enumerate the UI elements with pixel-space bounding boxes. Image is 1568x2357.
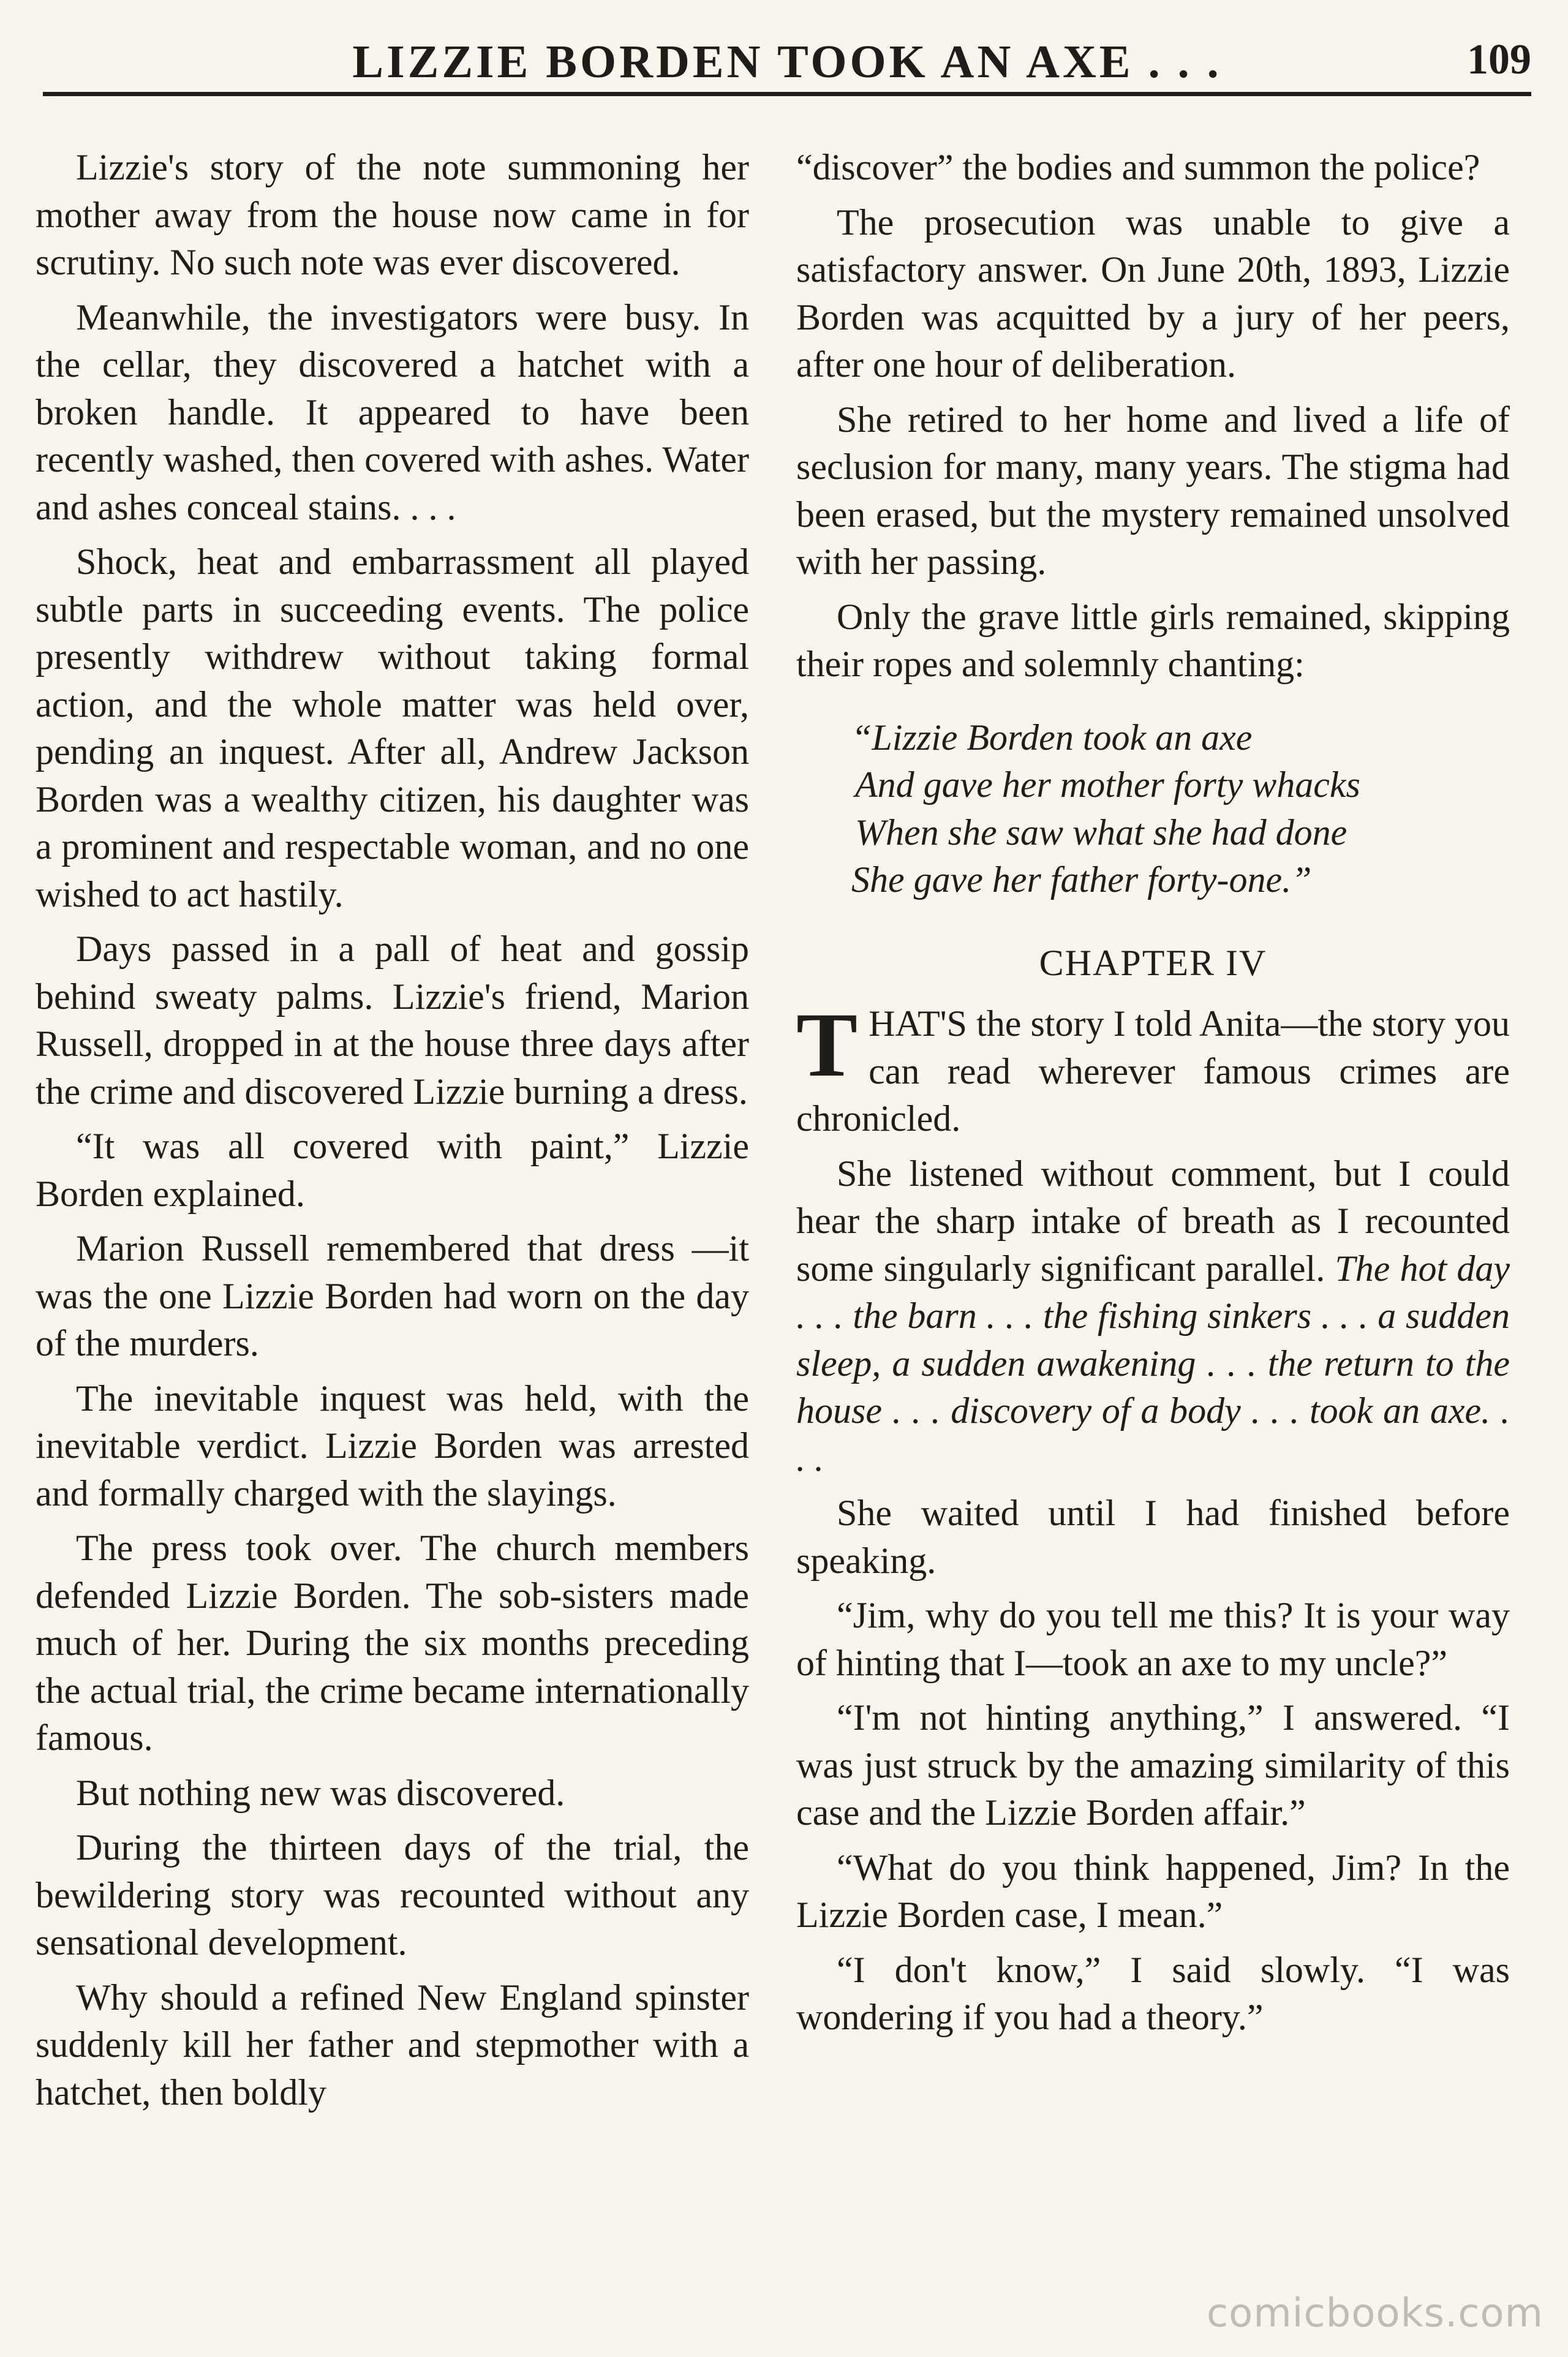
- paragraph: Only the grave little girls remained, skipping their ropes and solemnly chanting:: [796, 596, 1510, 684]
- paragraph: But nothing new was discovered.: [76, 1772, 565, 1813]
- verse-line: “Lizzie Borden took an axe: [851, 717, 1253, 758]
- chapter-heading: CHAPTER IV: [1039, 942, 1267, 983]
- paragraph: The press took over. The church members defended Lizzie Borden. The sob-sisters made much of her. During the six months preceding the actual trial, the crime became internationally famous.: [36, 1528, 749, 1758]
- paragraph: Days passed in a pall of heat and gossip behind sweaty palms. Lizzie's friend, Marion Russell, dropped in at the house three days after the crime and discovered Lizzie burning a dress.: [36, 929, 749, 1112]
- site-watermark: comicbooks.com: [1206, 2291, 1544, 2336]
- verse-line: When she saw what she had done: [855, 812, 1348, 853]
- paragraph: She retired to her home and lived a life of seclusion for many, many years. The stigma had been erased, but the mystery remained unsolved with her passing.: [796, 399, 1510, 582]
- verse-line: She gave her father forty-one.”: [851, 859, 1312, 900]
- paragraph: During the thirteen days of the trial, the bewildering story was recounted without any sensational development.: [36, 1827, 749, 1963]
- header-rule: [43, 92, 1531, 96]
- paragraph: The inevitable inquest was held, with the inevitable verdict. Lizzie Borden was arrested and formally charged with the slayings.: [36, 1378, 749, 1514]
- chapter-first-text: HAT'S the story I told Anita—the story you can read wherever famous crimes are chronicled.: [796, 1003, 1510, 1139]
- paragraph: Why should a refined New England spinster suddenly kill her father and stepmother with a hatchet, then boldly: [36, 1977, 749, 2113]
- paragraph-text: She listened without comment, but I could hear the sharp intake of breath as I recounted some singularly significant parallel.: [796, 1153, 1510, 1289]
- verse-line: And gave her mother forty whacks: [855, 764, 1360, 805]
- paragraph: Meanwhile, the investigators were busy. In the cellar, they discovered a hatchet with a broken handle. It appeared to have been recently washed, then covered with ashes. Water and ashes conceal stains. . . .: [36, 296, 749, 527]
- paragraph: Marion Russell remembered that dress —it was the one Lizzie Borden had worn on the day of the murders.: [36, 1228, 749, 1363]
- running-title: LIZZIE BORDEN TOOK AN AXE . . .: [352, 36, 1222, 88]
- italic-recap: The hot day . . . the barn . . . the fishing sinkers . . . a sudden sleep, a sudden awakening . . . the return to the house . . . discovery of a body . . . took an axe. . . .: [796, 1248, 1510, 1479]
- chapter-opening: [796, 994, 1510, 1143]
- paragraph: “What do you think happened, Jim? In the Lizzie Borden case, I mean.”: [796, 1847, 1510, 1935]
- running-header: [43, 23, 1531, 91]
- drop-cap: T: [796, 994, 858, 1096]
- paragraph: “I don't know,” I said slowly. “I was wondering if you had a theory.”: [796, 1949, 1510, 2037]
- right-column: [796, 144, 1510, 2049]
- chapter-first-paragraph: [796, 994, 1510, 1143]
- paragraph: [796, 1150, 1510, 1483]
- paragraph: “discover” the bodies and summon the police?: [796, 147, 1480, 187]
- paragraph: The prosecution was unable to give a satisfactory answer. On June 20th, 1893, Lizzie Borden was acquitted by a jury of her peers, after one hour of deliberation.: [796, 202, 1510, 385]
- paragraph: “I'm not hinting anything,” I answered. “I was just struck by the amazing similarity of this case and the Lizzie Borden affair.”: [796, 1697, 1510, 1833]
- page-number: 109: [1467, 36, 1531, 83]
- rhyme-verse: [851, 714, 1510, 904]
- paragraph: “Jim, why do you tell me this? It is your way of hinting that I—took an axe to my uncle?”: [796, 1595, 1510, 1683]
- left-column: [36, 144, 749, 2124]
- paragraph: Lizzie's story of the note summoning her mother away from the house now came in for scrutiny. No such note was ever discovered.: [36, 147, 749, 282]
- paragraph: “It was all covered with paint,” Lizzie Borden explained.: [36, 1126, 749, 1214]
- paragraph: Shock, heat and embarrassment all played subtle parts in succeeding events. The police presently withdrew without taking formal action, and the whole matter was held over, pending an inquest. After all, Andrew Jackson Borden was a wealthy citizen, his daughter was a prominent and respectable woman, and no one wished to act hastily.: [36, 541, 749, 915]
- paragraph: She waited until I had finished before speaking.: [796, 1493, 1510, 1581]
